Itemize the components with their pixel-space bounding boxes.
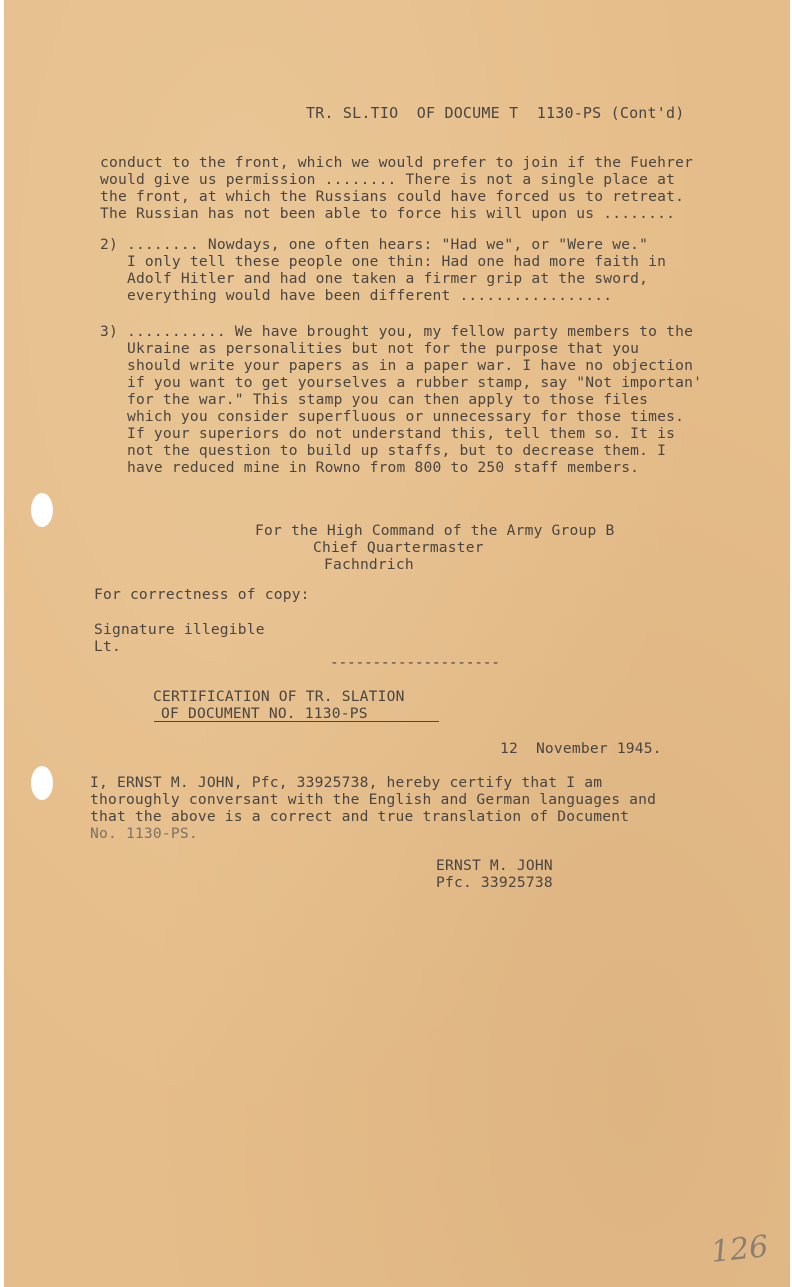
- paragraph-3-line: which you consider superfluous or unnecessary for those times.: [100, 408, 685, 425]
- page-number: 126: [709, 1229, 770, 1270]
- paragraph-3-line: 3) ........... We have brought you, my fellow party members to the: [100, 323, 694, 340]
- certification-body-line: No. 1130-PS.: [90, 825, 198, 842]
- paragraph-1-line: conduct to the front, which we would prefer to join if the Fuehrer: [100, 154, 694, 171]
- signature-block-line: Fachndrich: [324, 556, 414, 573]
- paragraph-2-line: everything would have been different .................: [100, 287, 613, 304]
- paragraph-2-line: Adolf Hitler and had one taken a firmer grip at the sword,: [100, 270, 649, 287]
- paragraph-2-line: I only tell these people one thin: Had one had more faith in: [100, 253, 667, 270]
- divider: --------------------: [330, 654, 500, 671]
- signature-block-line: For the High Command of the Army Group B: [255, 522, 615, 539]
- paragraph-1-line: would give us permission ........ There is not a single place at: [100, 171, 676, 188]
- paragraph-1-line: The Russian has not been able to force his will upon us ........: [100, 205, 676, 222]
- certification-body-line: that the above is a correct and true translation of Document: [90, 808, 630, 825]
- paragraph-3-line: if you want to get yourselves a rubber stamp, say "Not importan': [100, 374, 703, 391]
- paragraph-3-line: not the question to build up staffs, but to decrease them. I: [100, 442, 667, 459]
- punch-hole: [31, 493, 53, 527]
- certification-heading-underline: [154, 721, 439, 722]
- paragraph-3-line: Ukraine as personalities but not for the purpose that you: [100, 340, 640, 357]
- correctness-label: For correctness of copy:: [94, 586, 310, 603]
- paragraph-1-line: the front, at which the Russians could have forced us to retreat.: [100, 188, 685, 205]
- signer-name: ERNST M. JOHN: [436, 857, 553, 874]
- document-title: TR. SL.TIO OF DOCUME T 1130-PS (Cont'd): [306, 104, 685, 122]
- paragraph-3-line: should write your papers as in a paper war. I have no objection: [100, 357, 694, 374]
- paragraph-3-line: have reduced mine in Rowno from 800 to 250 staff members.: [100, 459, 640, 476]
- paragraph-2-line: 2) ........ Nowdays, one often hears: "Had we", or "Were we.": [100, 236, 649, 253]
- paragraph-3-line: for the war." This stamp you can then apply to those files: [100, 391, 649, 408]
- correctness-signature: Signature illegible: [94, 621, 265, 638]
- correctness-rank: Lt.: [94, 638, 121, 655]
- certification-body-line: I, ERNST M. JOHN, Pfc, 33925738, hereby certify that I am: [90, 774, 603, 791]
- signer-rank: Pfc. 33925738: [436, 874, 553, 891]
- signature-block-line: Chief Quartermaster: [313, 539, 484, 556]
- punch-hole: [31, 766, 53, 800]
- certification-heading-line-2: OF DOCUMENT NO. 1130-PS: [161, 705, 368, 722]
- paragraph-3-line: If your superiors do not understand this, tell them so. It is: [100, 425, 676, 442]
- certification-body-line: thoroughly conversant with the English and German languages and: [90, 791, 657, 808]
- certification-date: 12 November 1945.: [500, 740, 662, 757]
- certification-heading-line-1: CERTIFICATION OF TR. SLATION: [153, 688, 405, 705]
- document-page: [4, 0, 790, 1287]
